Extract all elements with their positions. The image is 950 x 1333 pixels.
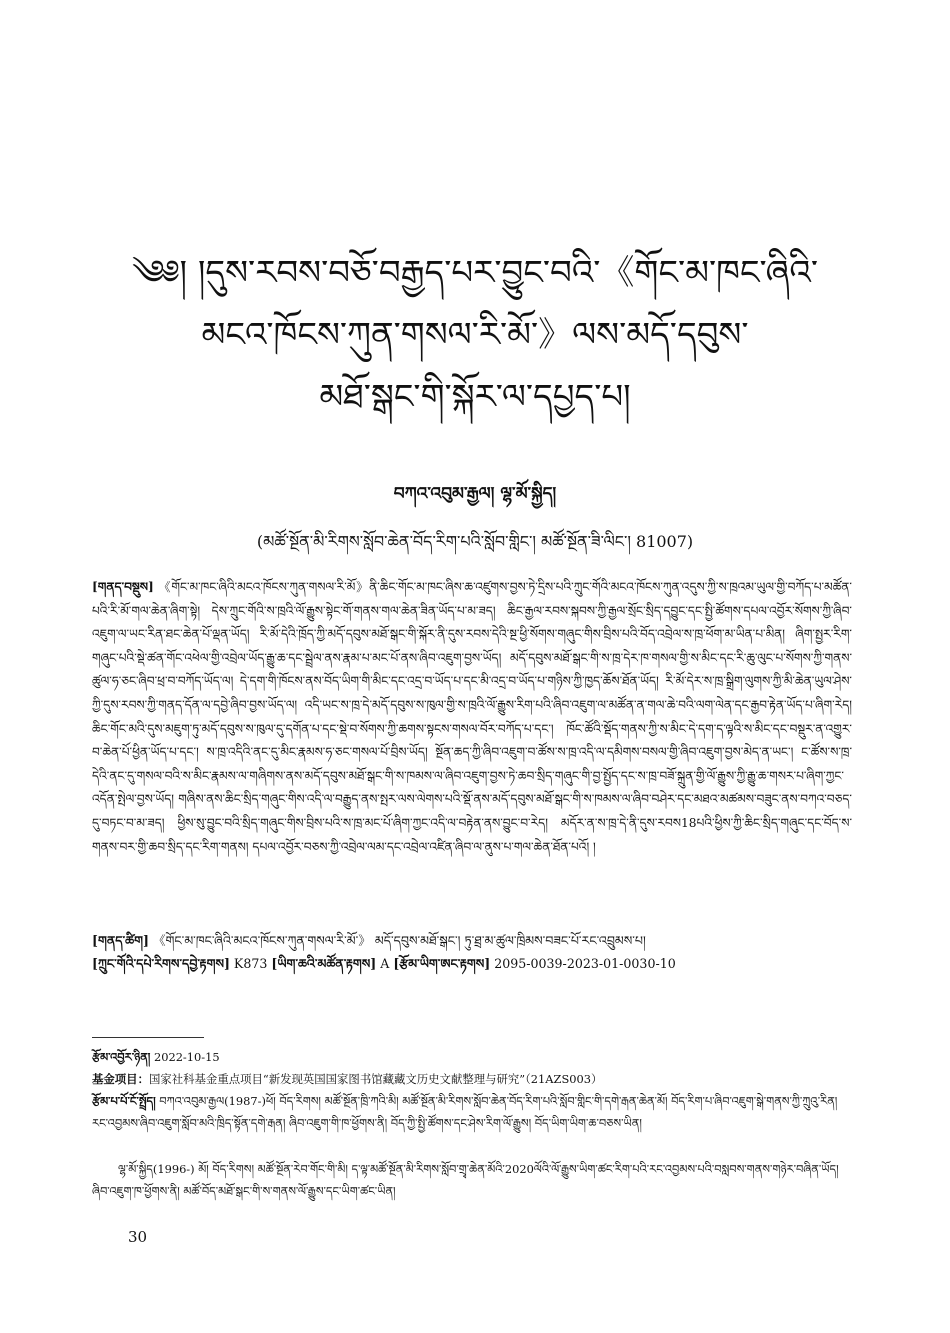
- received-value: 2022-10-15: [150, 1050, 220, 1064]
- author-bio-label: རྩོམ་པ་པོ་ངོ་སྤྲོད།: [92, 1094, 156, 1108]
- keywords-text: 《གོང་མ་ཁང་ཞིའི་མངའ་ཁོངས་ཀུན་གསལ་རི་མོ་》 མདོ་དབུས་མཐོ་སྒང་། ཏུ་ཐྲ་མ་ཚུལ་ཁྲིམས་བཟང་པོ་རང་འབྲུམས་པ།: [148, 933, 646, 948]
- title-line-2: མངའ་ཁོངས་ཀུན་གསལ་རི་མོ་》ལས་མདོ་དབུས་: [201, 315, 749, 355]
- page-number: 30: [128, 1228, 148, 1246]
- author-bio-1-text: བཀའ་འབུམ་རྒྱལ(1987-)ཕོ། བོད་རིགས། མཚོ་སྔོན་ཁྲི་ཀའི་མི། མཚོ་སྔོན་མི་རིགས་སློབ་ཆེན་བོད་རིག་པའི་སློབ་གླིང་གི་དགེ་རྒན་ཆེན་མོ། བོད་རིག་པ་ཞིབ་འཇུག་སྒེ་གནས་ཀྱི་ཀྲུའུ་རིན། རང་འབྱམས་ཞིབ་འཇུག་སློབ་མའི་ཁྲིད་སྟོན་དགེ་རྒན། ཞིབ་འཇུག་གི་ཁ་ཕྱོགས་ནི། བོད་ཀྱི་སྤྱི་ཚོགས་དང་ཤེས་རིག་ལོ་རྒྱུས། བོད་ཡིག་ཡིག་ཆ་བཅས་ཡིན།: [92, 1094, 838, 1130]
- clc-value: K873: [229, 956, 272, 971]
- received-label: རྩོམ་འབྱོར་ཉིན།: [92, 1050, 151, 1064]
- fund-note: [92, 1068, 852, 1090]
- article-title: [90, 242, 860, 428]
- fund-text: 国家社科基金重点项目“新发现英国国家图书馆藏藏文历史文献整理与研究”（21AZS003）: [148, 1072, 603, 1086]
- abstract-label: [གནད་བསྡུས]: [92, 580, 154, 594]
- title-line-1: ༄༅། །དུས་རབས་བཅོ་བརྒྱད་པར་བྱུང་བའི་《གོང་མ་ཁང་ཞིའི་: [131, 253, 818, 293]
- footnote-divider: [92, 1037, 204, 1038]
- author-bio-2: ལྷ་མོ་སྐྱིད(1996-) མོ། བོད་རིགས། མཚོ་སྔོན་རེབ་གོང་གི་མི། ད་ལྟ་མཚོ་སྔོན་མི་རིགས་སློབ་གྲྭ་ཆེན་མོའི་2020ལོའི་ལོ་རྒྱུས་ཡིག་ཚང་རིག་པའི་རང་འབྱམས་པའི་བསླབས་གནས་གཉེར་བཞིན་ཡོད། ཞིབ་འཇུག་ཁ་ཕྱོགས་ནི། མཚོ་བོད་མཐོ་སྒང་གི་ས་གནས་ལོ་རྒྱུས་དང་ཡིག་ཚང་ཡིན།: [92, 1162, 839, 1198]
- keywords-label: [གནད་ཚིག]: [92, 933, 149, 948]
- fund-label: 基金项目：: [92, 1072, 149, 1086]
- affiliation: (མཚོ་སྔོན་མི་རིགས་སློབ་ཆེན་བོད་རིག་པའི་སློབ་གླིང་། མཚོ་སྔོན་ཟི་ལིང་། 81007): [256, 532, 694, 551]
- doc-code-value: A: [376, 956, 394, 971]
- title-line-3: མཐོ་སྒང་གི་སྐོར་ལ་དཔྱད་པ།: [319, 377, 631, 417]
- abstract-text: 《གོང་མ་ཁང་ཞིའི་མངའ་ཁོངས་ཀུན་གསལ་རི་མོ》ནི་ཆིང་གོང་མ་ཁང་ཞིས་ཆ་འཛུགས་བྱས་ཏེ་དྲིས་པའི་ཀྲུང་གོའི་མངའ་ཁོངས་ཀུན་འདུས་ཀྱི་ས་ཁྲའམ་ཡུལ་གྱི་བཀོད་པ་མཚོན་པའི་རི་མོ་གལ་ཆེན་ཞིག་སྟེ། དེས་ཀྲུང་གོའི་ས་ཁྲའི་ལོ་རྒྱུས་སྟེང་གོ་གནས་གལ་ཆེན་ཟིན་ཡོད་པ་མ་ཟད། ཆིང་རྒྱལ་རབས་སྐབས་ཀྱི་རྒྱལ་སྲོང་སྲིད་དབྱུང་དང་སྤྱི་ཚོགས་དཔལ་འབྱོར་སོགས་ཀྱི་ཞིབ་འཇུག་ལ་ཡང་རིན་ཐང་ཆེན་པོ་ལྡན་ཡོད། རི་མོ་དེའི་ཁྲོད་ཀྱི་མདོ་དབུས་མཐོ་སྒང་གི་སྐོར་ནི་དུས་རབས་དེའི་སྔ་ཕྱི་སོགས་གཞུང་གིས་བྲིས་པའི་བོད་འབྲེལ་ས་ཁྲ་ཕོག་མ་ཡིན་པ་མིན། ཞིག་སྤྱར་རིག་གཞུང་པའི་སྡེ་ཚན་གོང་འཕེལ་གྱི་འབྲེལ་ཡོད་རྒྱུ་ཆ་དང་སྦྲེལ་ནས་རྣམ་པ་མང་པོ་ནས་ཞིབ་འཇུག་བྱས་ཡོད། མདོ་དབུས་མཐོ་སྒང་གི་ས་ཁྲ་དེར་ཁ་གསལ་གྱི་ས་མིང་དང་རི་ཆུ་ལུང་པ་སོགས་ཀྱི་གནས་ཚུལ་ཧ་ཅང་ཞིབ་ཕྲ་བ་བཀོད་ཡོད་ལ། དེ་དག་གི་ཁོངས་ནས་བོད་ཡིག་གི་མིང་དང་འདྲ་བ་ཡོད་པ་དང་མི་འདྲ་བ་ཡོད་པ་གཉིས་ཀྱི་ཁྱད་ཆོས་ཐོན་ཡོད། རི་མོ་དེར་ས་ཁྲ་སྒྲིག་ལུགས་ཀྱི་མི་ཆེན་ཡུལ་ཤེས་ཀྱི་དུས་རབས་ཀྱི་གནད་དོན་ལ་དབྱེ་ཞིབ་བྱས་ཡོད་ལ། འདི་ཡང་ས་ཁྲ་དེ་མདོ་དབུས་ས་ཁུལ་གྱི་ས་ཁྲའི་ལོ་རྒྱུས་རིག་པའི་ཞིབ་འཇུག་ལ་མཚོན་ན་གལ་ཆེ་བའི་ལག་ལེན་དང་རྒྱབ་རྟེན་ཡོད་པ་ཞིག་རེད། ཆིང་གོང་མའི་དུས་མཇུག་ཏུ་མདོ་དབུས་ས་ཁུལ་དུ་དགོན་པ་དང་སྡེ་བ་སོགས་ཀྱི་ཆགས་སྟངས་གསལ་བོར་བཀོད་པ་དང་། ཁོང་ཚོའི་སྡོད་གནས་ཀྱི་ས་མིང་དེ་དག་ད་ལྟའི་ས་མིང་དང་བསྡུར་ན་འགྱུར་བ་ཆེན་པོ་ཕྱིན་ཡོད་པ་དང་། ས་ཁྲ་འདིའི་ནང་དུ་མིང་རྣམས་ཧ་ཅང་གསལ་པོ་བྲིས་ཡོད། སྔོན་ཆད་ཀྱི་ཞིབ་འཇུག་བ་ཚོས་ས་ཁྲ་འདི་ལ་དམིགས་བསལ་གྱི་ཞིབ་འཇུག་བྱས་མེད་ན་ཡང་། ང་ཚོས་ས་ཁྲ་དེའི་ནང་དུ་གསལ་བའི་ས་མིང་རྣམས་ལ་གཞིགས་ནས་མདོ་དབུས་མཐོ་སྒང་གི་ས་ཁམས་ལ་ཞིབ་འཇུག་བྱས་ཏེ་ཆབ་སྲིད་གཞུང་གི་བྱ་སྤྱོད་དང་ས་ཁྲ་བཟོ་སྐྲུན་གྱི་ལོ་རྒྱུས་ཀྱི་རྒྱུ་ཆ་གསར་པ་ཞིག་ཀྱང་འདོན་སྤེལ་བྱས་ཡོད། གཞིས་ནས་ཆིང་སྲིད་གཞུང་གིས་འདི་ལ་བརྒྱུད་ནས་སྤར་ལས་ལེགས་པའི་སྡོ་ནས་མདོ་དབུས་མཐོ་སྒང་གི་ས་ཁམས་ལ་ཞིབ་བཤེར་དང་མཐའ་མཚམས་བཟུང་ནས་བཀའ་བཅད་དུ་བཏང་བ་མ་ཟད། ཕྱིས་སུ་བྱུང་བའི་སྲིད་གཞུང་གིས་བྲིས་པའི་ས་ཁྲ་མང་པོ་ཞིག་ཀྱང་འདི་ལ་བརྟེན་ནས་བྱུང་བ་རེད། མདོར་ན་ས་ཁྲ་དེ་ནི་དུས་རབས18པའི་ཕྱིས་ཀྱི་ཆིང་སྲིད་གཞུང་དང་བོད་ས་གནས་བར་གྱི་ཆབ་སྲིད་དང་རིག་གནས། དཔལ་འབྱོར་བཅས་ཀྱི་འབྲེལ་ལམ་དང་འབྲེལ་འཛིན་ཞིབ་ལ་ནུས་པ་གལ་ཆེན་ཐོན་པའོ། །: [92, 580, 852, 854]
- clc-label: [ཀྲུང་གོའི་དཔེ་རིགས་དབྱེ་རྟགས]: [92, 956, 230, 971]
- article-id-value: 2095-0039-2023-01-0030-10: [490, 956, 676, 971]
- abstract: [92, 576, 852, 859]
- doc-code-label: [ཡིག་ཆའི་མཚོན་རྟགས]: [271, 956, 377, 971]
- authors: བཀའ་འབུམ་རྒྱལ། ལྷ་མོ་སྐྱིད།: [393, 484, 557, 504]
- article-id-label: [རྩོམ་ཡིག་ཨང་རྟགས]: [393, 956, 491, 971]
- keywords: [92, 929, 852, 952]
- author-bio-1: [92, 1090, 852, 1134]
- received-date: [92, 1046, 852, 1068]
- classification-line: [92, 952, 852, 975]
